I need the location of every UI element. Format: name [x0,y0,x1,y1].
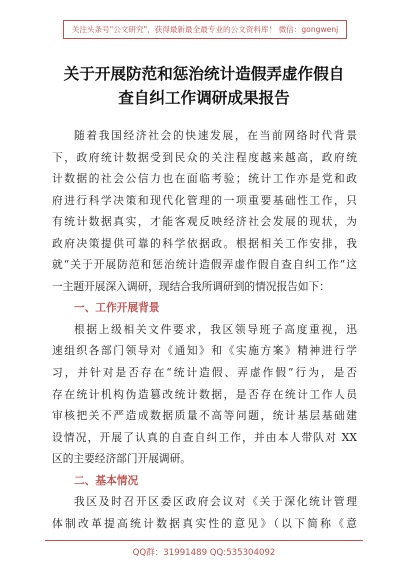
text-line: 就“关于开展防范和惩治统计造假弄虚作假自查自纠工作”这 [52,258,357,272]
text-line: 计数据的社会公信力也在面临考验；统计工作亦是党和政 [52,172,357,186]
text-line: 区的主要经济部门开展调研。 [52,452,191,466]
paragraph [52,491,357,534]
text-line: 审核把关不严造成数据质量不高等问题，统计基层基础建 [52,409,357,423]
text-line: 有统计数据真实，才能客观反映经济社会发展的现状，为 [52,215,357,229]
text-line: 设情况，开展了认真的自查自纠工作，并由本人带队对 XX [52,430,357,444]
paragraph [52,125,357,297]
title-line: 关于开展防范和惩治统计造假弄虚作假自 [63,65,345,83]
text-line: 体制改革提高统计数据真实性的意见》（以下简称《意 [52,516,357,530]
section-heading: 二、基本情况 [74,473,139,487]
header-banner: 关注头条号"公文研究"，获得最新最全最专业的公文资料库！ 微信：gongwenj [63,20,347,39]
paragraph [52,319,357,470]
footer-contact: QQ群：31991489 QQ:535304092 [132,548,276,558]
text-line: 下，政府统计数据受到民众的关注程度越来越高，政府统 [52,150,357,164]
text-line: 我区及时召开区委区政府会议对《关于深化统计管理 [74,495,357,509]
section-heading: 一、工作开展背景 [74,301,160,315]
page-footer [0,546,408,558]
text-line: 根据上级相关文件要求，我区领导班子高度重视，迅 [74,322,357,336]
text-line: 政府决策提供可靠的科学依据政。根据相关工作安排，我 [52,236,357,250]
title-line: 查自纠工作调研成果报告 [118,89,290,107]
footer-divider [45,540,363,541]
text-line: 府进行科学决策和现代化管理的一项重要基础性工作，只 [52,193,357,207]
text-line: 存在统计机构伪造篡改统计数据，是否存在统计工作人员 [52,387,357,401]
text-line: 速组织各部门领导对《通知》和《实施方案》精神进行学 [52,344,357,358]
text-line: 一主题开展深入调研，现结合我所调研到的情况报告如下： [52,279,330,293]
document-title [40,62,368,110]
document-body [52,125,357,534]
text-line: 习，并针对是否存在“统计造假、弄虚作假”行为，是否 [52,366,357,380]
text-line: 随着我国经济社会的快速发展，在当前网络时代背景 [74,129,357,142]
